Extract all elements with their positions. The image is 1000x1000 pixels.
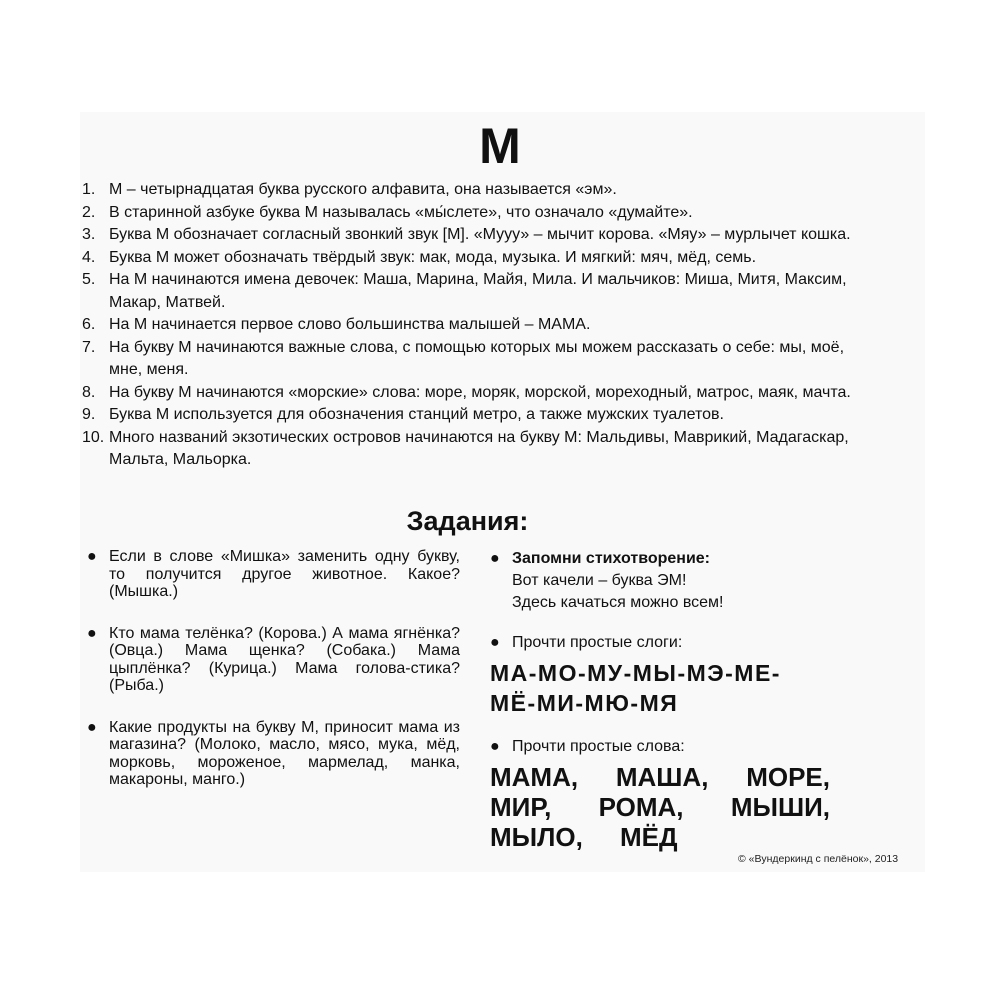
bullet-icon: ● <box>490 634 500 651</box>
word: МЫЛО, <box>490 822 583 852</box>
fact-text: На М начинается первое слово большинства малышей – МАМА. <box>109 316 591 333</box>
fact-number: 6. <box>82 316 96 333</box>
poem-line: Вот качели – буква ЭМ! <box>512 572 687 589</box>
tasks-left-column <box>87 548 460 789</box>
poem-block <box>512 548 870 614</box>
fact-number: 8. <box>82 383 96 401</box>
words-task <box>490 736 870 758</box>
fact-text: Буква М обозначает согласный звонкий звук [М]. «Мууу» – мычит корова. «Мяу» – мурлычет кошка. <box>109 226 851 243</box>
facts-list <box>82 179 862 472</box>
tasks-heading: Задания: <box>406 506 529 536</box>
fact-number: 2. <box>82 203 96 221</box>
words-row <box>490 822 830 852</box>
task-text: Какие продукты на букву М, приносит мама из магазина? (Молоко, масло, мясо, мука, мёд, морковь, мороженое, мармелад, манка, макароны, манго.) <box>109 718 460 788</box>
tasks-right-column <box>490 548 870 852</box>
fact-number: 9. <box>82 406 96 423</box>
task-text: Если в слове «Мишка» заменить одну букву, то получится другое животное. Какое? (Мышка.) <box>109 548 460 600</box>
fact-text: Много названий экзотических островов начинаются на букву М: Мальдивы, Маврикий, Мадагаскар, Мальта, Мальорка. <box>109 428 849 468</box>
task-item <box>87 719 460 789</box>
word: МОРЕ, <box>746 762 830 792</box>
task-item <box>87 625 460 695</box>
fact-item <box>82 314 862 337</box>
syllables-text <box>490 658 870 718</box>
syllables-task <box>490 632 870 654</box>
words-label: Прочти простые слова: <box>512 738 685 755</box>
fact-item <box>82 224 862 247</box>
word: МЫШИ, <box>730 792 830 822</box>
fact-number: 4. <box>82 248 96 266</box>
fact-text: На букву М начинаются важные слова, с помощью которых мы можем рассказать о себе: мы, моё, мне, меня. <box>109 338 845 378</box>
fact-item <box>82 382 862 405</box>
page-title: М <box>479 118 521 174</box>
words-grid <box>490 762 830 852</box>
syllables-label: Прочти простые слоги: <box>512 634 683 651</box>
bullet-icon: ● <box>87 624 97 642</box>
poem-heading: Запомни стихотворение: <box>512 550 711 567</box>
copyright-notice: © «Вундеркинд с пелёнок», 2013 <box>738 853 899 865</box>
fact-text: Буква М может обозначать твёрдый звук: мак, мода, музыка. И мягкий: мяч, мёд, семь. <box>109 248 757 266</box>
bullet-icon: ● <box>87 548 97 565</box>
fact-text: В старинной азбуке буква М называлась «мы́слете», что означало «думайте». <box>109 203 693 221</box>
fact-number: 10. <box>82 428 105 446</box>
task-text: Кто мама телёнка? (Корова.) А мама ягнёнка? (Овца.) Мама щенка? (Собака.) Мама цыплёнка? (Курица.) Мама голова-стика? (Рыба.) <box>109 624 460 694</box>
fact-item <box>82 337 862 382</box>
fact-text: На букву М начинаются «морские» слова: море, моряк, морской, мореходный, матрос, маяк, мачта. <box>109 383 851 401</box>
words-row <box>490 762 830 792</box>
word: МАМА, <box>490 762 579 792</box>
word: МЁД <box>620 822 678 852</box>
word: РОМА, <box>598 792 684 822</box>
fact-item <box>82 269 862 314</box>
bullet-icon: ● <box>87 718 97 736</box>
fact-item <box>82 179 862 202</box>
task-item <box>87 548 460 601</box>
fact-item <box>82 247 862 270</box>
fact-number: 1. <box>82 181 96 198</box>
poem-task <box>490 548 870 614</box>
fact-number: 7. <box>82 338 96 356</box>
fact-text: Буква М используется для обозначения станций метро, а также мужских туалетов. <box>109 406 724 423</box>
fact-number: 3. <box>82 226 96 243</box>
word: МИР, <box>490 792 552 822</box>
fact-text: На М начинаются имена девочек: Маша, Марина, Майя, Мила. И мальчиков: Миша, Митя, Максим, Макар, Матвей. <box>109 271 847 311</box>
fact-item <box>82 427 862 472</box>
bullet-icon: ● <box>490 738 500 755</box>
syllables-block <box>512 632 870 654</box>
fact-text: М – четырнадцатая буква русского алфавита, она называется «эм». <box>109 181 617 198</box>
bullet-icon: ● <box>490 550 500 567</box>
word: МАША, <box>615 762 709 792</box>
fact-number: 5. <box>82 271 96 288</box>
fact-item <box>82 202 862 225</box>
poem-line: Здесь качаться можно всем! <box>512 594 724 611</box>
syllables-line: МЁ-МИ-МЮ-МЯ <box>490 690 679 716</box>
fact-item <box>82 404 862 427</box>
words-block <box>512 736 870 758</box>
syllables-line: МА-МО-МУ-МЫ-МЭ-МЕ- <box>490 660 781 686</box>
words-row <box>490 792 830 822</box>
